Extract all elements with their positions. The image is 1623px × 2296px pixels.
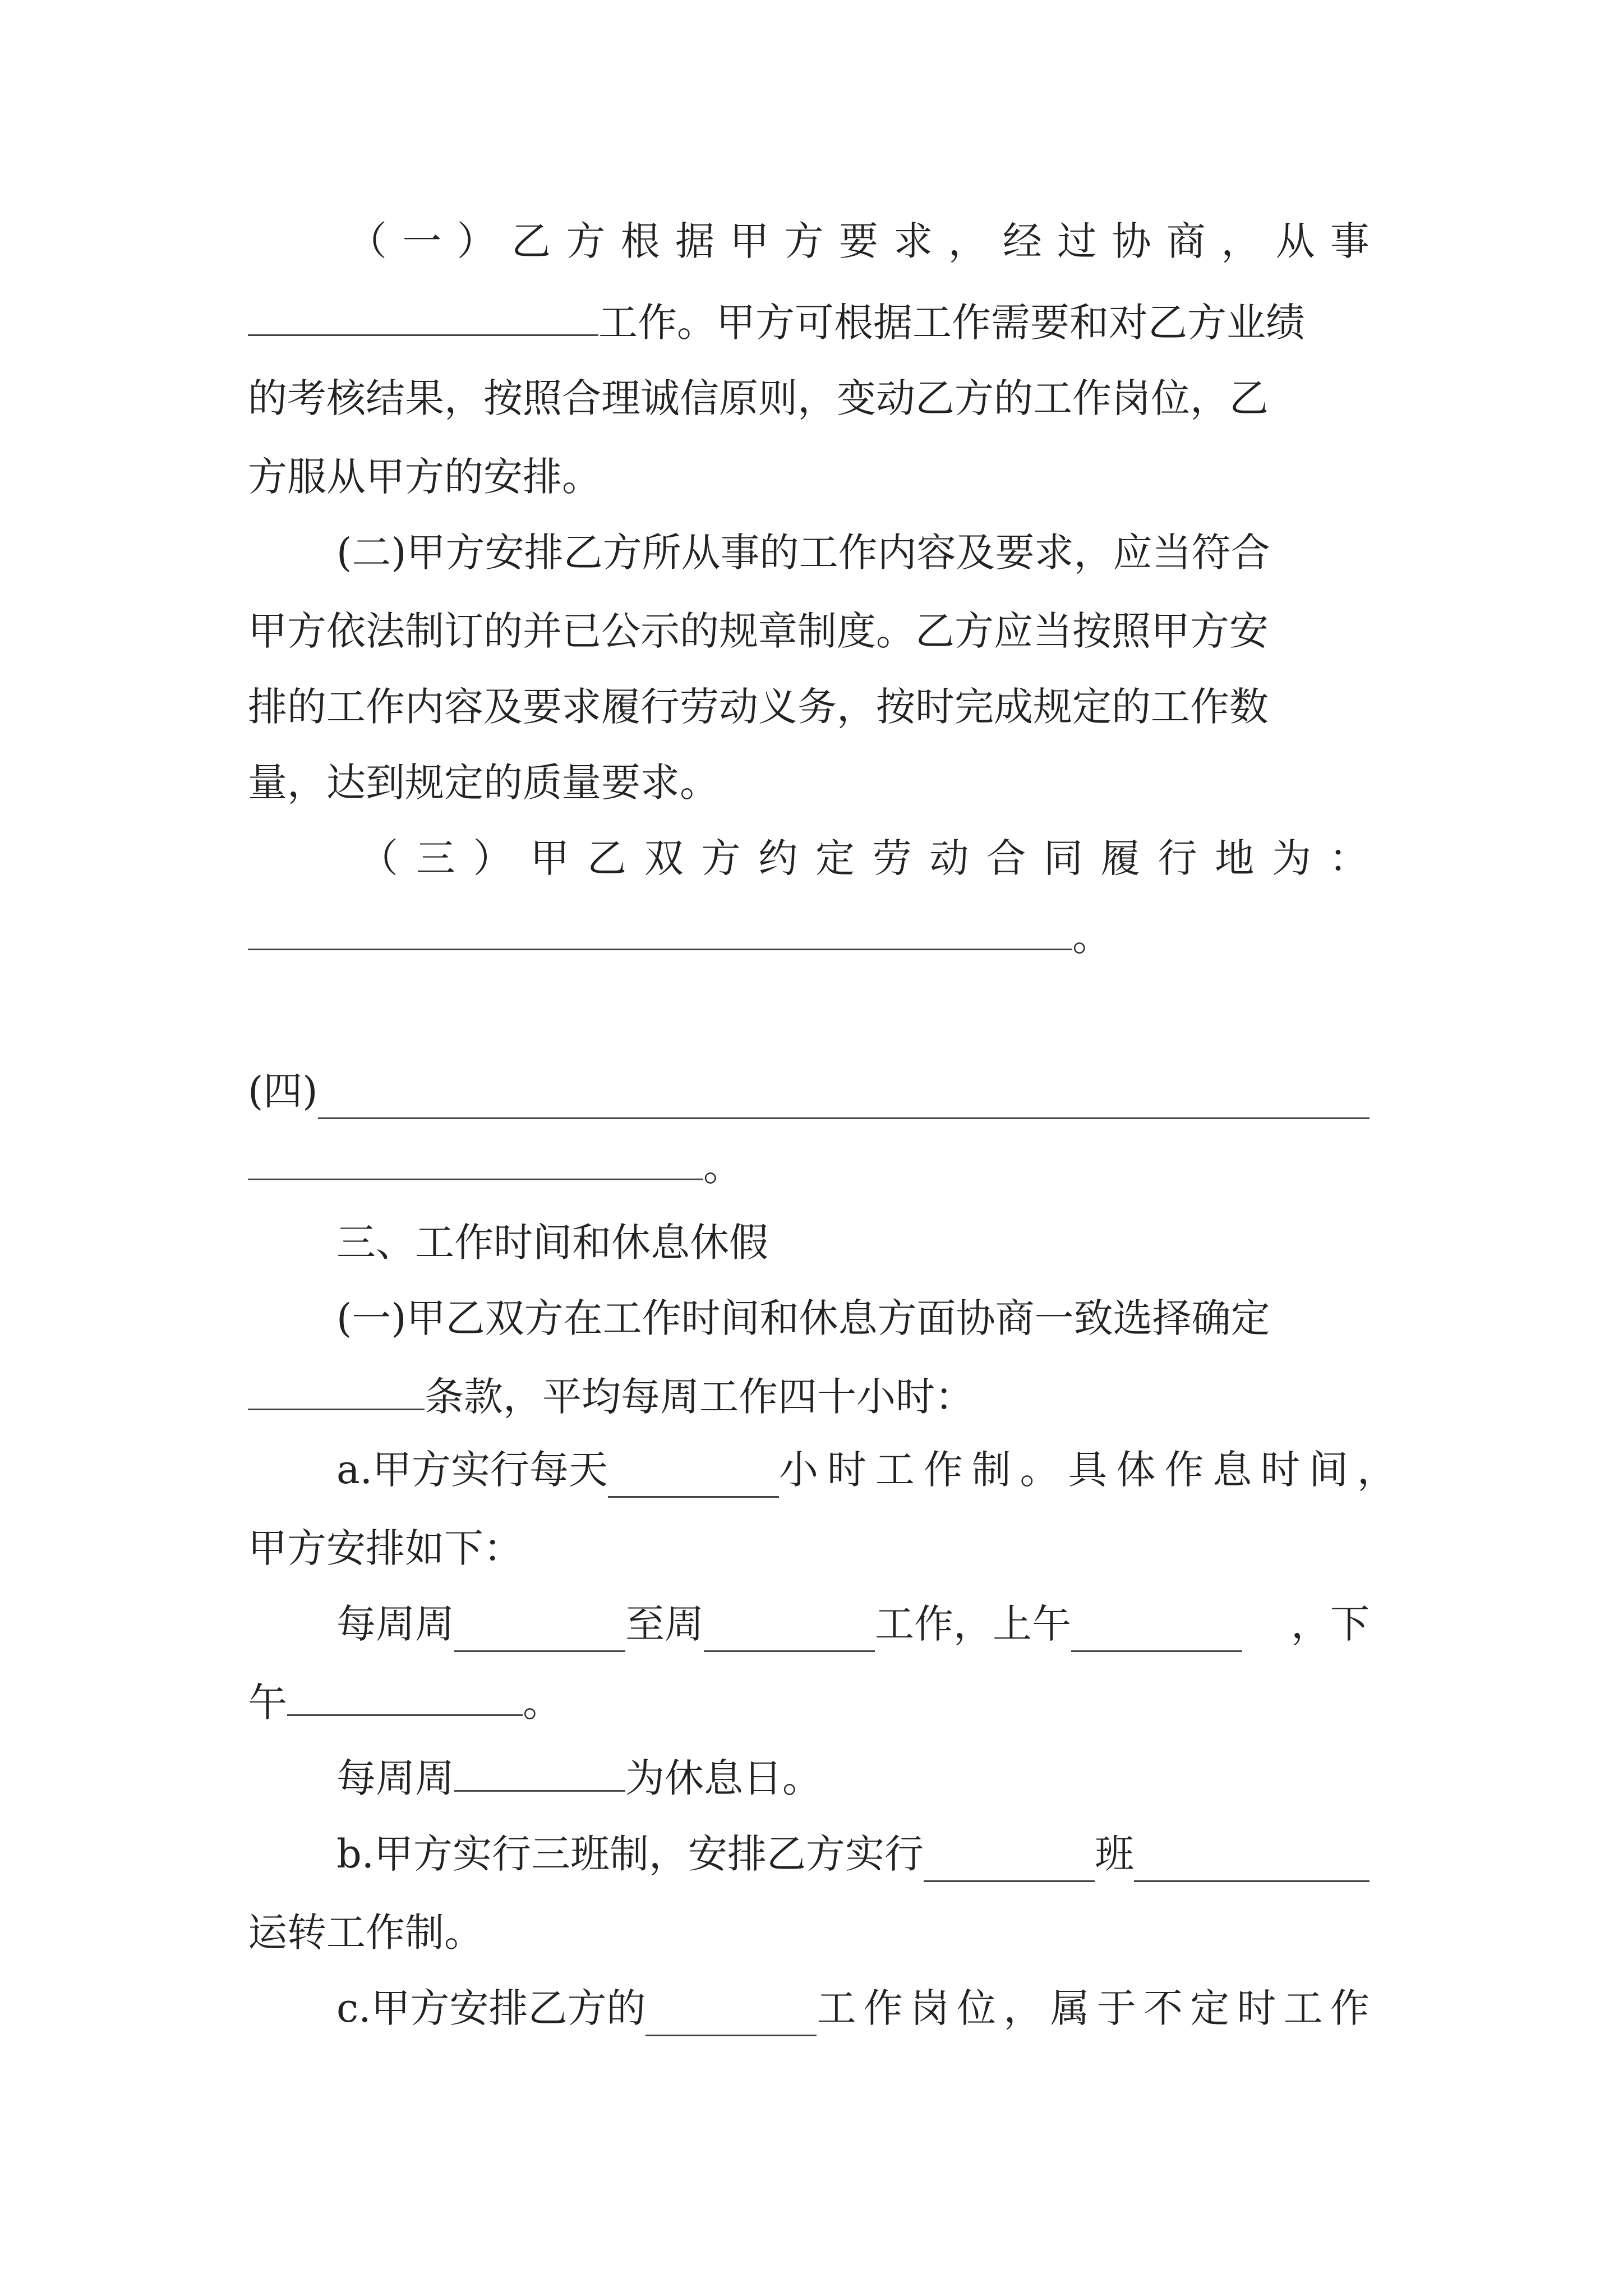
justified-char: 制: [971, 1447, 1011, 1493]
morning-hours-blank[interactable]: [1071, 1611, 1242, 1652]
section3-line1: (一)甲乙双方在工作时间和休息方面协商一致选择确定: [336, 1295, 1270, 1341]
justified-char: 要: [838, 218, 878, 264]
justified-char: 。: [1020, 1447, 1059, 1493]
p4-line2-end: 。: [703, 1144, 743, 1190]
schedule-line1: [336, 1596, 1370, 1652]
rest-b: 为休息日。: [625, 1755, 822, 1801]
justified-char: 为: [1272, 835, 1311, 881]
justified-char: 作: [863, 1985, 903, 2031]
justified-char: 息: [1212, 1447, 1252, 1493]
justified-char: 地: [1215, 835, 1255, 881]
justified-char: 体: [1116, 1447, 1156, 1493]
justified-char: 于: [1096, 1985, 1136, 2031]
p4-blank-1[interactable]: [318, 1078, 1370, 1119]
weekday-start-blank[interactable]: [454, 1611, 625, 1652]
justified-char: 三: [416, 835, 455, 881]
justified-char: 工: [817, 1985, 856, 2031]
section3-line2-text: 条款，平均每周工作四十小时：: [425, 1374, 974, 1420]
justified-char: 求: [893, 218, 933, 264]
justified-char: （: [359, 835, 398, 881]
justified-char: 行: [1158, 835, 1197, 881]
justified-char: 时: [1237, 1985, 1276, 2031]
c-line1-b: [817, 1980, 1370, 2036]
justified-char: （: [348, 218, 387, 264]
justified-char: ，: [1003, 1985, 1043, 2031]
p3-line2: [248, 909, 1112, 965]
job-blank[interactable]: [248, 295, 598, 336]
a-line1: [336, 1442, 1396, 1498]
p1-line1: [348, 213, 1370, 269]
b-line1-a: b.甲方实行三班制，安排乙方实行: [336, 1831, 924, 1877]
justified-char: 动: [929, 835, 969, 881]
afternoon-hours-blank[interactable]: [287, 1675, 523, 1716]
rest-day-line: [336, 1750, 822, 1806]
justified-char: ，: [948, 218, 988, 264]
justified-char: 甲: [530, 835, 570, 881]
p1-line3: 的考核结果，按照合理诚信原则，变动乙方的工作岗位，乙: [248, 375, 1269, 421]
justified-char: 具: [1068, 1447, 1108, 1493]
justified-char: 协: [1112, 218, 1151, 264]
workplace-blank[interactable]: [248, 909, 1072, 950]
clause-blank[interactable]: [248, 1369, 425, 1410]
p2-line2: 甲方依法制订的并已公示的规章制度。乙方应当按照甲方安: [248, 608, 1269, 654]
justified-char: 岗: [910, 1985, 949, 2031]
hours-per-day-blank[interactable]: [608, 1457, 779, 1498]
justified-char: 同: [1044, 835, 1083, 881]
p3-line2-end: 。: [1072, 914, 1112, 960]
c-line1: [336, 1980, 1370, 2036]
schedule-w2-a: 午: [248, 1680, 287, 1726]
b-line1: [336, 1826, 1370, 1882]
justified-char: 双: [644, 835, 684, 881]
rest-a: 每周周: [336, 1755, 454, 1801]
schedule-w1-d: ，下: [1291, 1601, 1370, 1647]
p1-line2-text: 工作。甲方可根据工作需要和对乙方业绩: [598, 300, 1305, 346]
justified-char: 劳: [872, 835, 912, 881]
justified-char: 定: [1190, 1985, 1230, 2031]
justified-char: 履: [1100, 835, 1140, 881]
justified-char: 时: [827, 1447, 866, 1493]
justified-char: ，: [1357, 1447, 1396, 1493]
rest-day-blank[interactable]: [454, 1751, 625, 1792]
justified-char: 作: [1330, 1985, 1370, 2031]
justified-char: ：: [1329, 835, 1368, 881]
justified-char: 属: [1050, 1985, 1090, 2031]
p4-blank-2[interactable]: [248, 1139, 703, 1180]
p2-line3: 排的工作内容及要求履行劳动义务，按时完成规定的工作数: [248, 684, 1269, 730]
a-line1-before: a.甲方实行每天: [336, 1447, 608, 1493]
justified-char: 经: [1002, 218, 1042, 264]
schedule-w1-c: 工作，上午: [875, 1601, 1071, 1647]
schedule-w2-b: 。: [523, 1680, 562, 1726]
justified-char: 合: [986, 835, 1026, 881]
p2-line4: 量，达到规定的质量要求。: [248, 760, 719, 806]
justified-char: 乙: [511, 218, 551, 264]
justified-char: 乙: [587, 835, 626, 881]
justified-char: 甲: [730, 218, 769, 264]
shift-count-blank[interactable]: [924, 1841, 1095, 1882]
justified-char: 约: [758, 835, 798, 881]
justified-char: 过: [1057, 218, 1097, 264]
schedule-line2: [248, 1674, 562, 1731]
justified-char: ）: [473, 835, 513, 881]
section3-heading: 三、工作时间和休息休假: [336, 1220, 768, 1266]
schedule-w1-b: 至周: [625, 1601, 704, 1647]
justified-char: 方: [701, 835, 741, 881]
justified-char: 方: [566, 218, 606, 264]
p3-line1: [359, 830, 1368, 886]
justified-char: ）: [457, 218, 496, 264]
position-blank[interactable]: [645, 1995, 817, 2036]
justified-char: 从: [1275, 218, 1315, 264]
justified-char: 作: [923, 1447, 963, 1493]
justified-char: 根: [620, 218, 660, 264]
schedule-w1-a: 每周周: [336, 1601, 454, 1647]
justified-char: 定: [815, 835, 855, 881]
p1-line4: 方服从甲方的安排。: [248, 454, 601, 500]
p4-label: (四): [248, 1068, 318, 1114]
justified-char: 工: [875, 1447, 915, 1493]
justified-char: 据: [675, 218, 714, 264]
justified-char: 间: [1308, 1447, 1348, 1493]
a-line1-after: [779, 1442, 1396, 1498]
b-line2: 运转工作制。: [248, 1910, 483, 1955]
p4-line2: [248, 1139, 743, 1195]
justified-char: ，: [1221, 218, 1261, 264]
shift-rotation-blank[interactable]: [1134, 1841, 1370, 1882]
justified-char: 时: [1261, 1447, 1301, 1493]
justified-char: 不: [1144, 1985, 1183, 2031]
justified-char: 作: [1164, 1447, 1204, 1493]
a-line2: 甲方安排如下：: [248, 1525, 523, 1571]
justified-char: 商: [1166, 218, 1206, 264]
justified-char: 一: [402, 218, 442, 264]
c-line1-a: c.甲方安排乙方的: [336, 1985, 646, 2031]
p1-line2: [248, 295, 1305, 351]
justified-char: 位: [957, 1985, 997, 2031]
b-line1-b: 班: [1095, 1831, 1135, 1877]
justified-char: 工: [1283, 1985, 1323, 2031]
justified-char: 小: [778, 1447, 818, 1493]
p4-line1: [248, 1063, 1370, 1119]
justified-char: 事: [1330, 218, 1370, 264]
justified-char: 方: [784, 218, 824, 264]
section3-line2: [248, 1369, 974, 1425]
weekday-end-blank[interactable]: [704, 1611, 875, 1652]
p2-line1: (二)甲方安排乙方所从事的工作内容及要求，应当符合: [336, 530, 1270, 576]
